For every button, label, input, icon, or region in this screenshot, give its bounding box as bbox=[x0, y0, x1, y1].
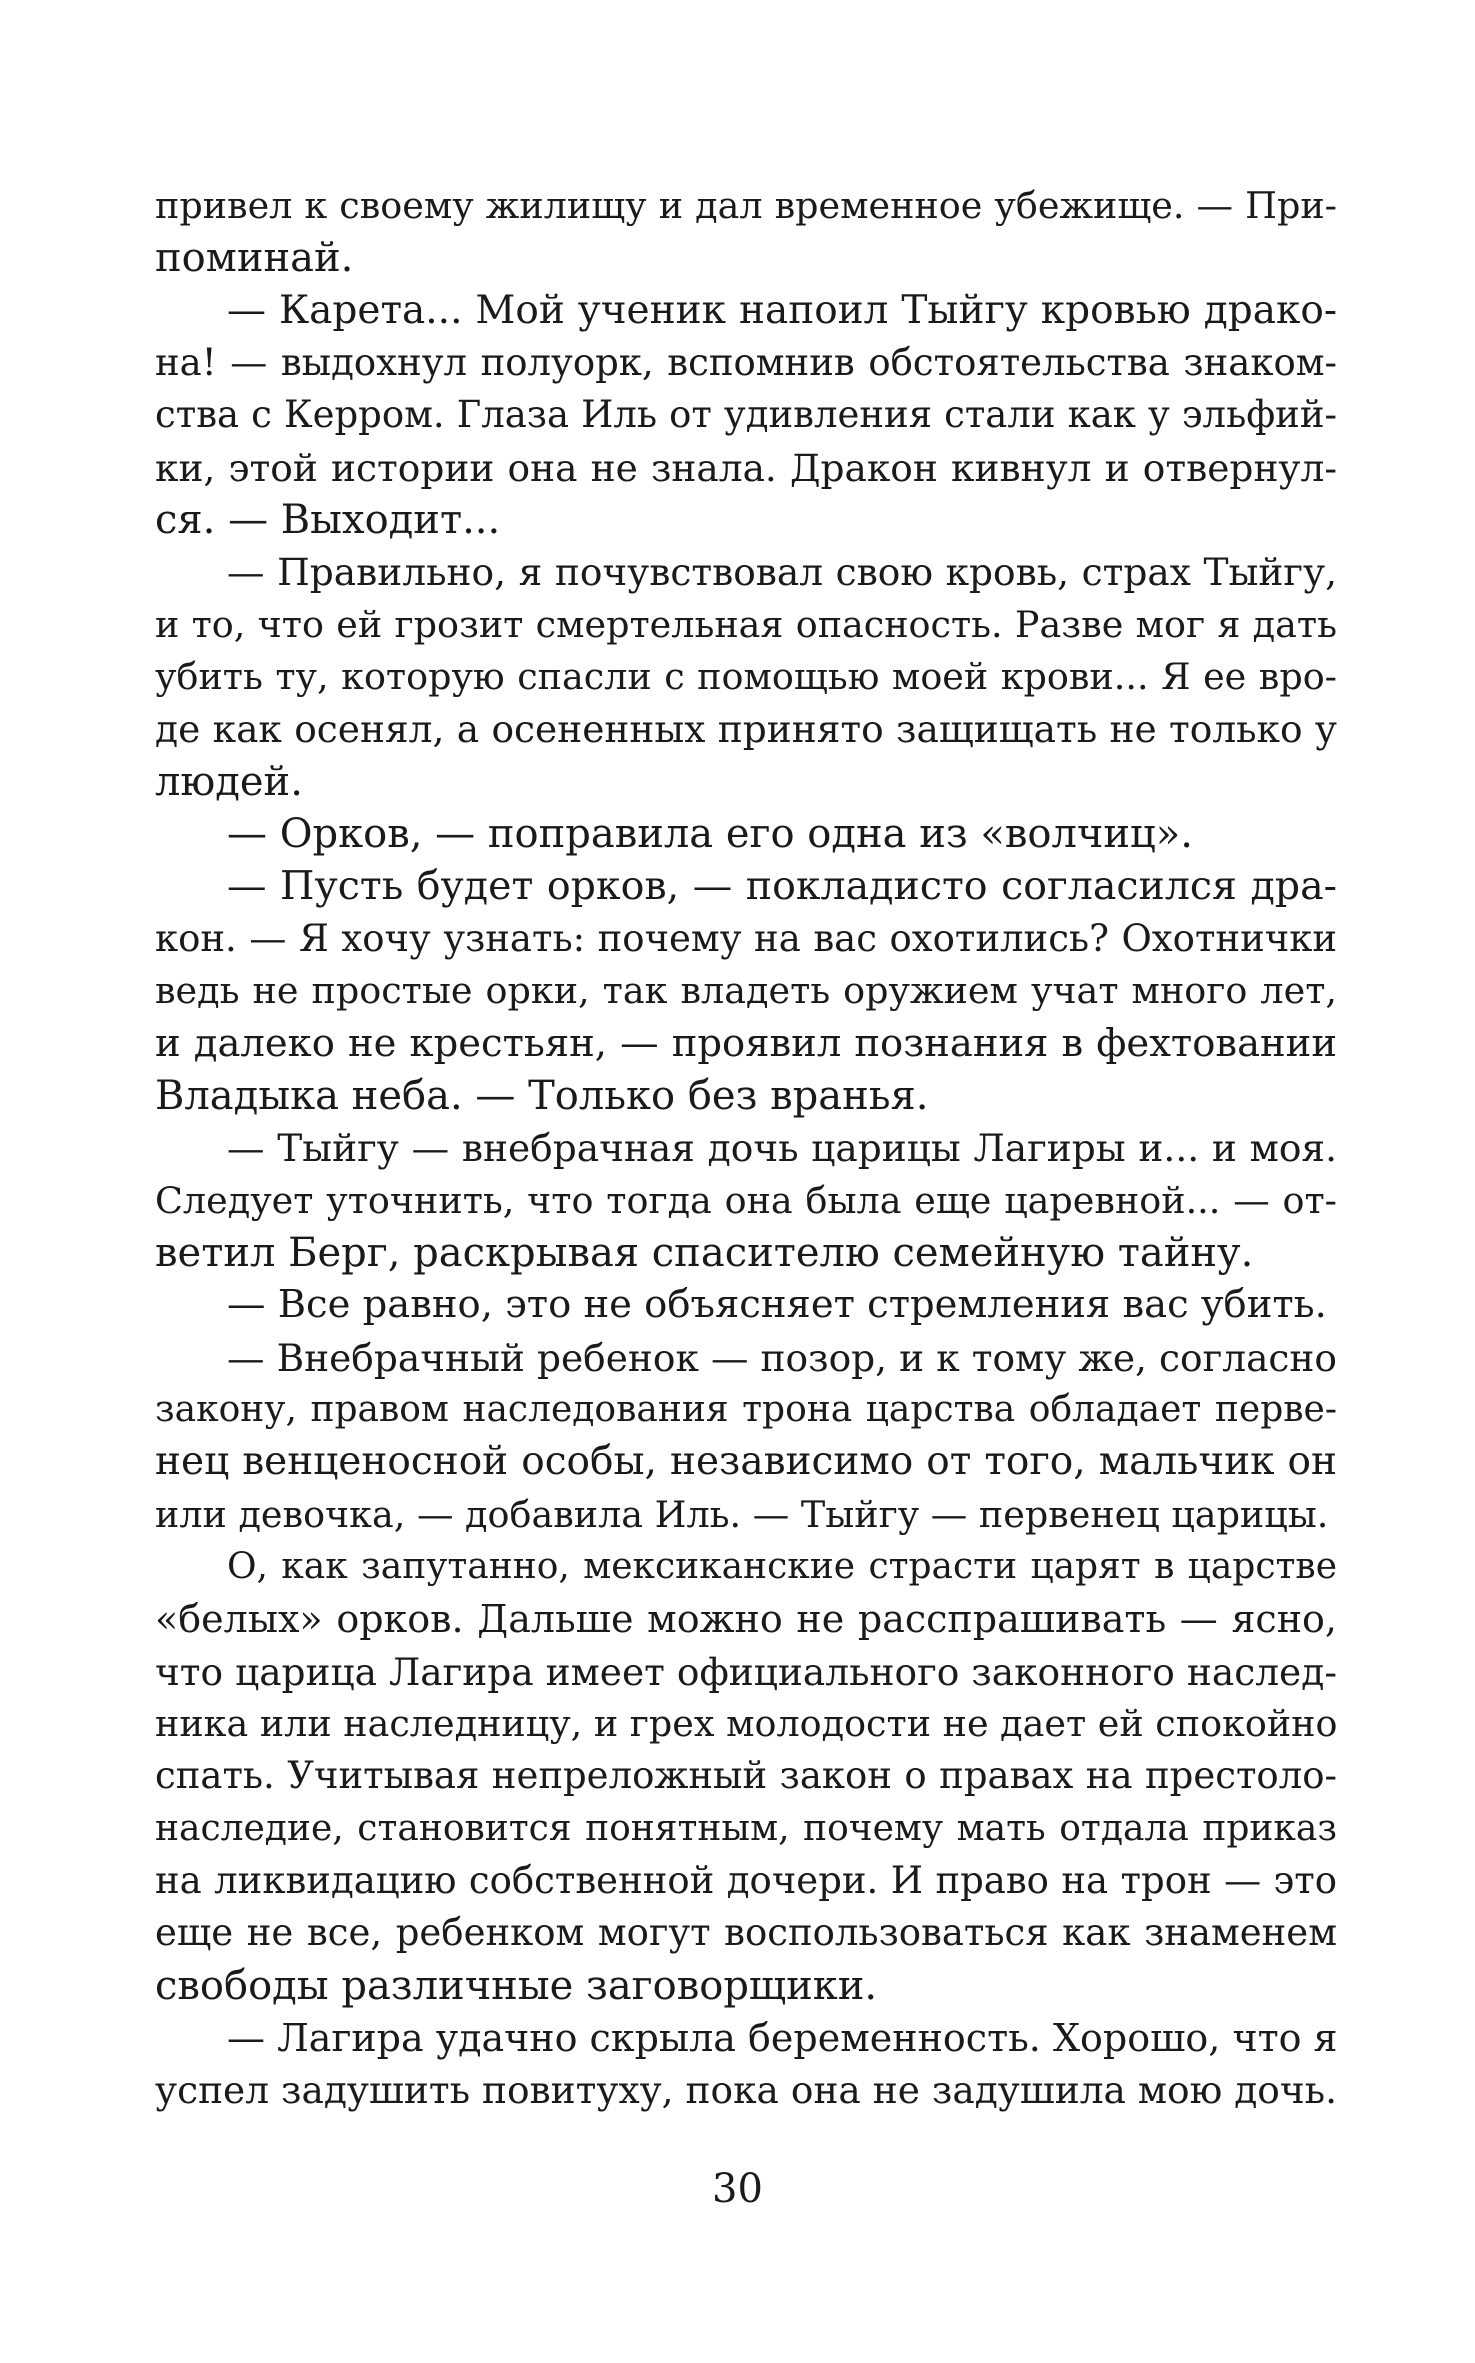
text-line: ки, этой истории она не знала. Дракон кивнул и отвернул- bbox=[155, 445, 1337, 490]
text-line: — Пусть будет орков, — покладисто согласился дра- bbox=[227, 863, 1337, 910]
text-line: — Орков, — поправила его одна из «волчиц». bbox=[227, 811, 1193, 858]
text-line: — Тыйгу — внебрачная дочь царицы Лагиры и... и моя. bbox=[227, 1126, 1337, 1171]
text-line: — Лагира удачно скрыла беременность. Хорошо, что я bbox=[227, 2016, 1338, 2061]
text-line: свободы различные заговорщики. bbox=[155, 1962, 878, 2009]
text-line: или девочка, — добавила Иль. — Тыйгу — первенец царицы. bbox=[155, 1492, 1329, 1536]
text-line: кон. — Я хочу узнать: почему на вас охотились? Охотнички bbox=[155, 916, 1337, 960]
text-line: де как осенял, а осененных принято защищать не только у bbox=[155, 707, 1337, 752]
text-line: — Внебрачный ребенок — позор, и к тому же, согласно bbox=[227, 1335, 1337, 1380]
text-line: — Все равно, это не объясняет стремления вас убить. bbox=[227, 1282, 1327, 1328]
text-line: спать. Учитывая непреложный закон о правах на престоло- bbox=[155, 1754, 1337, 1798]
text-line: ведь не простые орки, так владеть оружием учат много лет, bbox=[155, 969, 1337, 1013]
text-line: и то, что ей грозит смертельная опасность. Разве мог я дать bbox=[155, 602, 1337, 646]
text-line: «белых» орков. Дальше можно не расспрашивать — ясно, bbox=[155, 1597, 1337, 1642]
text-line: что царица Лагира имеет официального законного наслед- bbox=[155, 1649, 1337, 1694]
text-line: на ликвидацию собственной дочери. И право на трон — это bbox=[155, 1859, 1337, 1902]
text-line: О, как запутанно, мексиканские страсти царят в царстве bbox=[227, 1545, 1337, 1587]
text-line: ся. — Выходит... bbox=[155, 497, 501, 544]
text-line: еще не все, ребенком могут воспользоваться как знаменем bbox=[155, 1911, 1337, 1955]
text-line: Владыка неба. — Только без вранья. bbox=[155, 1072, 929, 1119]
text-line: поминай. bbox=[155, 235, 354, 282]
text-line: — Правильно, я почувствовал свою кровь, страх Тыйгу, bbox=[227, 550, 1337, 595]
text-line: — Карета... Мой ученик напоил Тыйгу кровью драко- bbox=[227, 287, 1337, 333]
text-line: нец венценосной особы, независимо от того, мальчик он bbox=[155, 1439, 1337, 1485]
page-number: 30 bbox=[712, 2166, 763, 2212]
text-line: закону, правом наследования трона царства обладает перве- bbox=[155, 1388, 1337, 1430]
text-line: убить ту, которую спасли с помощью моей крови... Я ее вро- bbox=[155, 655, 1337, 699]
text-line: ника или наследницу, и грех молодости не дает ей спокойно bbox=[155, 1701, 1338, 1745]
text-line: людей. bbox=[155, 758, 303, 805]
page-body bbox=[155, 180, 1337, 2117]
text-line: наследие, становится понятным, почему мать отдала приказ bbox=[155, 1807, 1337, 1849]
text-line: успел задушить повитуху, пока она не задушила мою дочь. bbox=[155, 2068, 1337, 2113]
text-line: и далеко не крестьян, — проявил познания в фехтовании bbox=[155, 1020, 1337, 1066]
text-line: ветил Берг, раскрывая спасителю семейную тайну. bbox=[155, 1229, 1254, 1276]
text-line: Следует уточнить, что тогда она была еще царевной... — от- bbox=[155, 1178, 1337, 1222]
text-line: привел к своему жилищу и дал временное убежище. — При- bbox=[155, 184, 1337, 227]
text-line: ства с Керром. Глаза Иль от удивления стали как у эльфий- bbox=[155, 393, 1337, 437]
text-line: на! — выдохнул полуорк, вспомнив обстоятельства знаком- bbox=[155, 341, 1337, 385]
